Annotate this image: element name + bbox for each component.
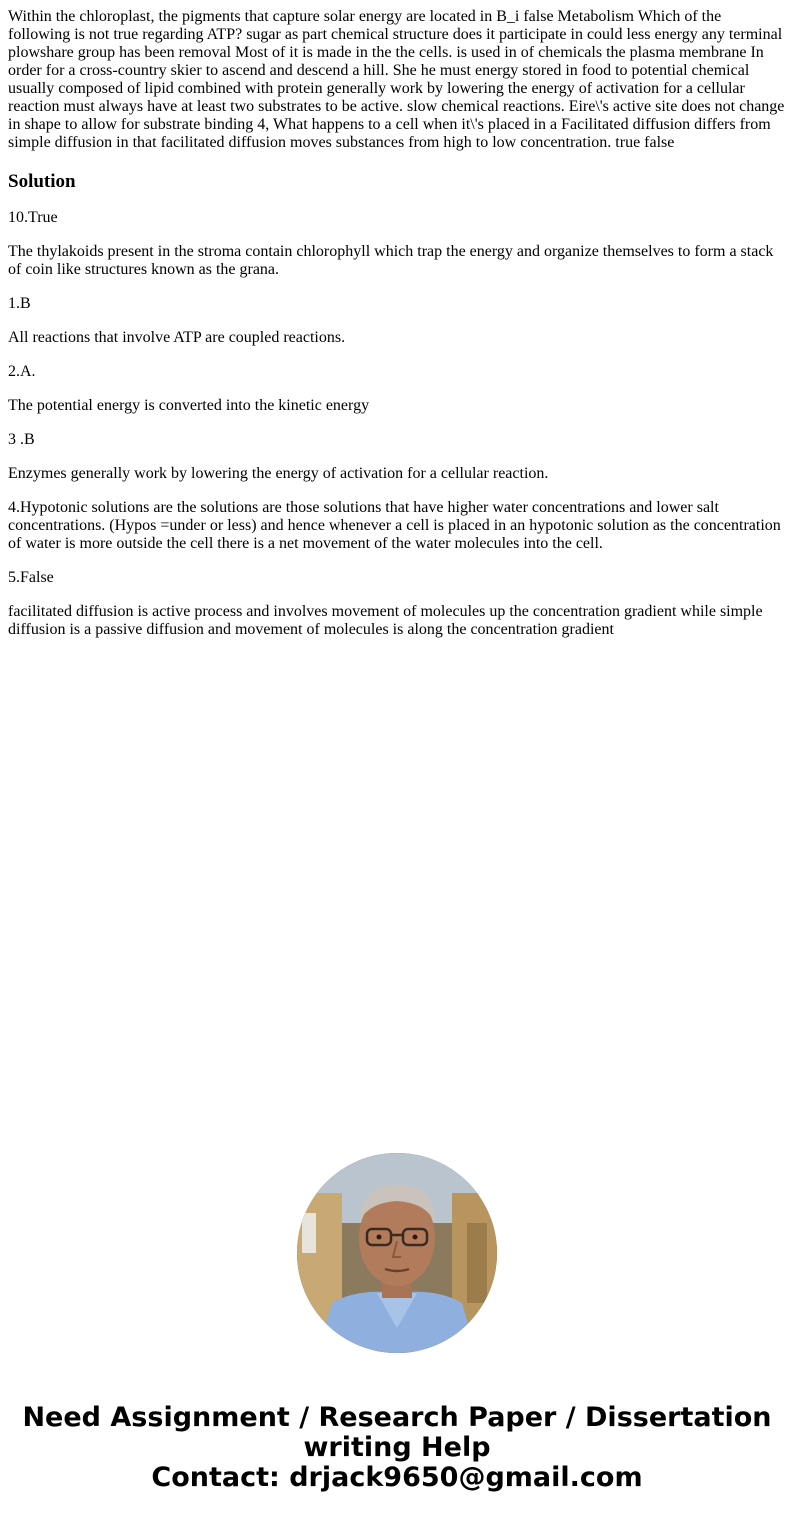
- document-content: [8, 8, 786, 639]
- answer-paragraph: The potential energy is converted into the kinetic energy: [8, 397, 370, 414]
- answer-paragraph: facilitated diffusion is active process and involves movement of molecules up the concentration gradient while simple diffusion is a passive diffusion and movement of molecules is along the concentration gradient: [8, 603, 763, 638]
- answer-paragraph: Enzymes generally work by lowering the energy of activation for a cellular reaction.: [8, 465, 549, 482]
- promo-line-1: Need Assignment / Research Paper / Dissertation: [22, 1402, 772, 1433]
- solution-heading: Solution: [8, 171, 76, 192]
- answer-paragraph: 10.True: [8, 209, 58, 226]
- tutor-avatar: [297, 1153, 497, 1353]
- answer-paragraph: All reactions that involve ATP are coupled reactions.: [8, 329, 346, 346]
- question-text: Within the chloroplast, the pigments that capture solar energy are located in B_i false Metabolism Which of the following is not true regarding ATP? sugar as part chemical structure does it participate in could less energy any terminal plowshare group has been removal Most of it is made in the the cells. is used in of chemicals the plasma membrane In order for a cross-country skier to ascend and descend a hill. She he must energy stored in food to potential chemical usually composed of lipid combined with protein generally work by lowering the energy of activation for a cellular reaction must always have at least two substrates to be active. slow chemical reactions. Eire\'s active site does not change in shape to allow for substrate binding 4, What happens to a cell when it\'s placed in a Facilitated diffusion differs from simple diffusion in that facilitated diffusion moves substances from high to low concentration. true false: [8, 8, 785, 151]
- answer-paragraph: 5.False: [8, 569, 54, 586]
- answer-paragraph: 4.Hypotonic solutions are the solutions are those solutions that have higher water concentrations and lower salt concentrations. (Hypos =under or less) and hence whenever a cell is placed in an hypotonic solution as the concentration of water is more outside the cell there is a net movement of the water molecules into the cell.: [8, 499, 781, 552]
- answer-paragraph: 2.A.: [8, 363, 36, 380]
- answer-paragraph: 1.B: [8, 295, 31, 312]
- promo-contact: Contact: drjack9650@gmail.com: [151, 1462, 643, 1493]
- tutor-portrait-image: [297, 1153, 497, 1353]
- answer-paragraph: 3 .B: [8, 431, 35, 448]
- answer-paragraph: The thylakoids present in the stroma contain chlorophyll which trap the energy and organize themselves to form a stack of coin like structures known as the grana.: [8, 243, 774, 278]
- promo-line-2: writing Help: [303, 1432, 491, 1463]
- promo-banner: [0, 1403, 794, 1493]
